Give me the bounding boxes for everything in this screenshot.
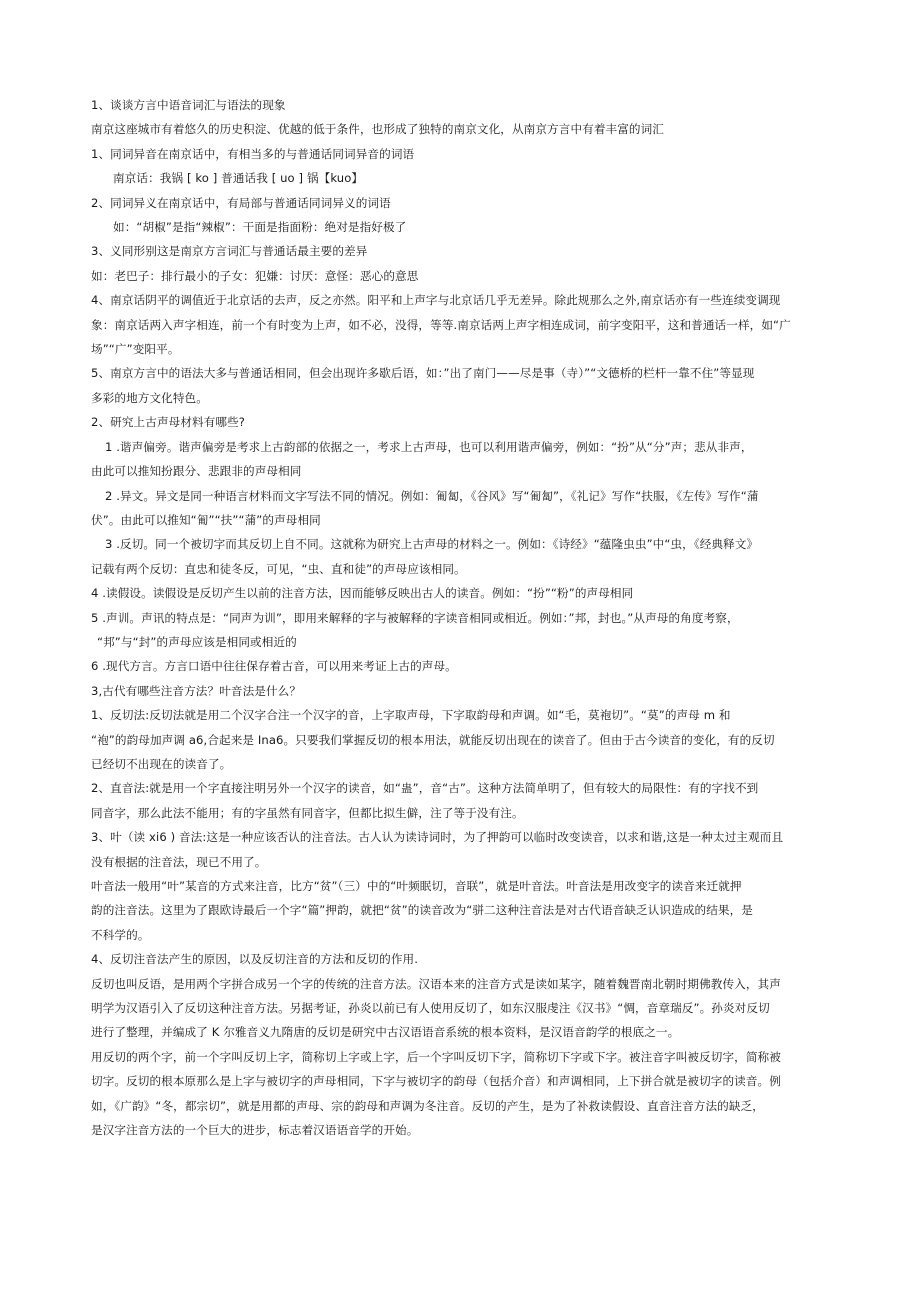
text-line: 3、义同形别这是南京方言词汇与普通话最主要的差异 — [91, 244, 368, 259]
text-line: “袍”的韵母加声调 a6,合起来是 Ina6。只要我们掌握反切的根本用法，就能反切出现在的读音了。但由于古今读音的变化，有的反切 — [91, 732, 775, 747]
text-line: 3、叶（读 xi6 ) 音法:这是一种应该否认的注音法。古人认为读诗词时，为了押韵可以临时改变读音，以求和谐,这是一种太过主观而且 — [91, 830, 784, 845]
text-line: 3 .反切。同一个被切字而其反切上自不同。这就称为研究上古声母的材料之一。例如：《诗经》“蕴隆虫虫”中“虫，《经典释文》 — [105, 537, 759, 552]
text-line: 是汉字注音方法的一个巨大的进步，标志着汉语语音学的开始。 — [91, 1123, 419, 1138]
text-line: 3,古代有哪些注音方法？叶音法是什么？ — [91, 683, 302, 698]
text-line: 如，《广韵》“冬，都宗切”，就是用都的声母、宗的韵母和声调为冬注音。反切的产生，是为了补救读假设、直音注音方法的缺乏， — [91, 1098, 764, 1113]
text-line: 反切也叫反语，是用两个字拼合成另一个字的传统的注音方法。汉语本来的注音方式是读如某字，随着魏晋南北朝时期佛教传入，其声 — [91, 976, 781, 991]
text-line: 2、研究上古声母材料有哪些? — [91, 415, 246, 430]
text-line: 6 .现代方言。方言口语中往往保存着古音，可以用来考证上古的声母。 — [91, 659, 457, 674]
text-line: 1、谈谈方言中语音词汇与语法的现象 — [91, 98, 286, 112]
text-line: 多彩的地方文化特色。 — [91, 390, 208, 405]
text-line: 4 .读假设。读假设是反切产生以前的注音方法，因而能够反映出古人的读音。例如：“扮”“粉”的声母相同 — [91, 586, 634, 601]
text-line: 2 .异文。异文是同一种语言材料而文字写法不同的情况。例如：匍匐，《谷风》写“匍匐”，《礼记》写作“扶服，《左传》写作“蒲 — [105, 488, 759, 503]
text-line: 象：南京话两入声字相连，前一个有时变为上声，如不必，没得，等等.南京话两上声字相连成词，前字变阳平，这和普通话一样，如“广 — [91, 317, 791, 332]
text-line: 4、反切注音法产生的原因，以及反切注音的方法和反切的作用. — [91, 952, 418, 967]
text-line: 没有根据的注音法，现已不用了。 — [91, 854, 267, 869]
text-line: 用反切的两个字，前一个字叫反切上字，简称切上字或上字，后一个字叫反切下字，简称切下字或下字。被注音字叫被反切字，简称被 — [91, 1049, 781, 1064]
text-line: 如：“胡椒”是指“辣椒”：干面是指面粉：绝对是指好极了 — [113, 220, 407, 235]
text-line: 1 .谐声偏旁。谐声偏旁是考求上古韵部的依据之一，考求上古声母，也可以利用谐声偏旁，例如：“扮”从“分”声；悲从非声， — [105, 439, 753, 454]
text-line: 明学为汉语引入了反切这种注音方法。另据考证，孙炎以前已有人使用反切了，如东汉服虔注《汉书》“惆，音章瑞反”。孙炎对反切 — [91, 1001, 770, 1016]
text-line: 叶音法一般用“叶”某音的方式来注音，比方“贫”（三）中的“叶频眠切，音联”，就是叶音法。叶音法是用改变字的读音来迁就押 — [91, 879, 742, 893]
text-line: 南京这座城市有着悠久的历史积淀、优越的低于条件，也形成了独特的南京文化，从南京方言中有着丰富的词汇 — [91, 122, 664, 137]
text-line: 场”“广”变阳平。 — [91, 342, 180, 357]
text-line: 南京话：我锅 [ ko ] 普通话我 [ uo ] 锅【kuo】 — [113, 171, 364, 186]
text-line: 不科学的。 — [91, 927, 150, 942]
text-line: 1、反切法:反切法就是用二个汉字合注一个汉字的音，上字取声母，下字取韵母和声调。如“毛，莫袍切”。“莫”的声母 m 和 — [91, 708, 731, 723]
text-line: 记载有两个反切：直忠和徒冬反，可见，“虫、直和徒”的声母应该相同。 — [91, 561, 466, 576]
text-line: 切字。反切的根本原那么是上字与被切字的声母相同，下字与被切字的韵母（包括介音）和声调相同，上下拼合就是被切字的读音。例 — [91, 1074, 781, 1089]
text-line: 由此可以推知扮跟分、悲跟非的声母相同 — [91, 464, 302, 479]
text-line: 已经切不出现在的读音了。 — [91, 756, 232, 771]
text-line: 同音字，那么此法不能用；有的字虽然有同音字，但都比拟生僻，注了等于没有注。 — [91, 805, 524, 820]
text-line: 如：老巴子：排行最小的子女：犯嫌：讨厌：意怪：恶心的意思 — [91, 268, 419, 283]
text-line: 5 .声训。声讯的特点是：“同声为训”，即用来解释的字与被解释的字读音相同或相近。例如：”邦，封也。”从声母的角度考察， — [91, 610, 739, 625]
document-body — [91, 93, 840, 1142]
text-line: “邦”与“封”的声母应该是相同或相近的 — [97, 634, 297, 649]
text-line: 2、同词异义在南京话中，有局部与普通话同词异义的词语 — [91, 195, 391, 210]
text-line: 伏”。由此可以推知“匍”“扶”“蒲”的声母相同 — [91, 512, 321, 527]
text-line: 韵的注音法。这里为了跟欧诗最后一个字“篇”押韵，就把“贫”的读音改为“骈二这种注音法是对古代语音缺乏认识造成的结果，是 — [91, 903, 753, 918]
text-line: 2、直音法:就是用一个字直接注明另外一个汉字的读音，如“蛊”，音“古”。这种方法简单明了，但有较大的局限性：有的字找不到 — [91, 781, 759, 796]
text-line: 进行了整理，并编成了 K 尔雅音义九隋唐的反切是研究中古汉语语音系统的根本资料，是汉语音韵学的根底之一。 — [91, 1025, 680, 1040]
text-line: 5、南京方言中的语法大多与普通话相同，但会出现许多歇后语，如：”出了南门——尽是事（寺）”“文德桥的栏杆一靠不住”等显现 — [91, 366, 755, 381]
text-line: 4、南京话阴平的调值近于北京话的去声，反之亦然。阳平和上声字与北京话几乎无差异。除此规那么之外,南京话亦有一些连续变调现 — [91, 293, 781, 308]
text-line: 1、同词异音在南京话中，有相当多的与普通话同词异音的词语 — [91, 146, 415, 161]
